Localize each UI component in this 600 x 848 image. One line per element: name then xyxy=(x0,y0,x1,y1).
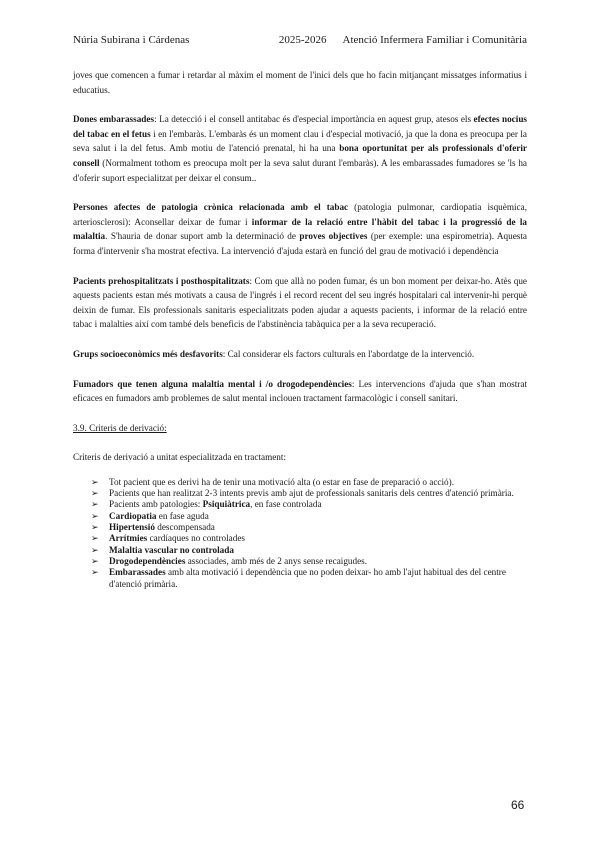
header-year: 2025-2026 xyxy=(278,34,327,46)
term-chronic-patients: Persones afectes de patologia crònica relacionada amb el tabac xyxy=(73,202,349,213)
header-author: Núria Subirana i Cárdenas xyxy=(73,34,190,46)
section-heading: 3.9. Criteris de derivació: xyxy=(73,422,167,433)
paragraph-mental-illness: Fumadors que tenen alguna malaltia mental i /o drogodependències: Les intervencions d'ajuda que s'han mostrat eficaces en fumadors amb problemes de salut mental inclouen tractament farmacològic i consell sanitari. xyxy=(73,378,527,404)
list-item: ➢ Hipertensió descompensada xyxy=(91,522,215,533)
page-header xyxy=(73,34,527,50)
arrow-bullet-icon: ➢ xyxy=(91,533,99,544)
page-number: 66 xyxy=(511,798,525,812)
page-content xyxy=(73,68,527,590)
arrow-bullet-icon: ➢ xyxy=(91,476,99,487)
list-item: ➢ Drogodependències associades, amb més de 2 anys sense recaigudes. xyxy=(91,555,368,566)
list-item: ➢ Pacients amb patologies: Psiquiàtrica, en fase controlada xyxy=(91,499,322,510)
list-item: ➢ Malaltia vascular no controlada xyxy=(91,544,234,555)
header-right xyxy=(279,34,527,50)
paragraph-intro: joves que comencen a fumar i retardar al màxim el moment de l'inici dels que ho facin mitjançant missatges informatius i educatius. xyxy=(73,70,527,95)
term-mental-illness: Fumadors que tenen alguna malaltia mental i /o drogodependències xyxy=(73,378,352,389)
term-pregnant-women: Dones embarassades xyxy=(73,114,155,125)
arrow-bullet-icon: ➢ xyxy=(91,567,99,578)
arrow-bullet-icon: ➢ xyxy=(91,544,99,555)
arrow-bullet-icon: ➢ xyxy=(91,488,99,499)
criteria-intro: Criteris de derivació a unitat especialitzada en tractament: xyxy=(73,452,286,463)
arrow-bullet-icon: ➢ xyxy=(91,522,99,533)
arrow-bullet-icon: ➢ xyxy=(91,510,99,521)
criteria-list xyxy=(73,477,527,590)
list-item: ➢ Pacients que han realitzat 2-3 intents previs amb ajut de professionals sanitaris dels centres d'atenció primària. xyxy=(91,488,514,499)
paragraph-socioeconomic: Grups socioeconòmics més desfavorits: Cal considerar els factors culturals en l'abordatge de la intervenció. xyxy=(73,348,475,359)
list-item: ➢ Arrítmies cardíaques no controlades xyxy=(91,533,245,544)
term-socioeconomic: Grups socioeconòmics més desfavorits xyxy=(73,348,223,359)
paragraph-chronic-patients: Persones afectes de patologia crònica relacionada amb el tabac (patologia pulmonar, cardiopatia isquèmica, arteriosclerosi): Aconsellar deixar de fumar i informar de la relació entre l'hàbit del tabac i la progressió de la malaltia. S'hauria de donar suport amb la determinació de proves objectives (per exemple: una espirometria). Aquesta forma d'intervenir s'ha mostrat efectiva. La intervenció d'ajuda estarà en funció del grau de motivació i dependència xyxy=(73,202,528,256)
list-item: ➢ Cardiopatia en fase aguda xyxy=(91,510,209,521)
paragraph-pregnant-women: Dones embarassades: La detecció i el consell antitabac és d'especial importància en aquest grup, atesos els efectes nocius del tabac en el fetus i en l'embaràs. L'embaràs és un moment clau i d'especial motivació, ja que la dona es preocupa per la seva salut i la del fetus. Amb motiu de l'atenció prenatal, hi ha una bona oportunitat per als professionals d'oferir consell (Normalment tothom es preocupa molt per la seva salut durant l'embaràs). A les embarassades fumadores se 'ls ha d'oferir suport especialitzat per deixar el consum.. xyxy=(73,114,528,183)
arrow-bullet-icon: ➢ xyxy=(91,555,99,566)
term-hospital-patients: Pacients prehospitalitzats i posthospitalitzats xyxy=(73,275,250,286)
list-item: ➢ Tot pacient que es derivi ha de tenir una motivació alta (o estar en fase de preparació o acció). xyxy=(91,476,455,487)
header-subject: Atenció Infermera Familiar i Comunitària xyxy=(342,34,527,46)
paragraph-hospital-patients: Pacients prehospitalitzats i posthospitalitzats: Com que allà no poden fumar, és un bon moment per deixar-ho. Atès que aquests pacients estan més motivats a causa de l'ingrés i el record recent del seu ingrés hospitalari cal intervenir-hi perquè deixin de fumar. Els professionals sanitaris especialitzats poden ajudar a aquests pacients, i informar de la relació entre tabac i malalties així com també dels beneficis de l'abstinència tabàquica per a la seva recuperació. xyxy=(73,275,527,330)
arrow-bullet-icon: ➢ xyxy=(91,499,99,510)
list-item: ➢ Embarassades amb alta motivació i dependència que no poden deixar- ho amb l'ajut habitual des del centre d'atenció primària. xyxy=(91,567,506,589)
